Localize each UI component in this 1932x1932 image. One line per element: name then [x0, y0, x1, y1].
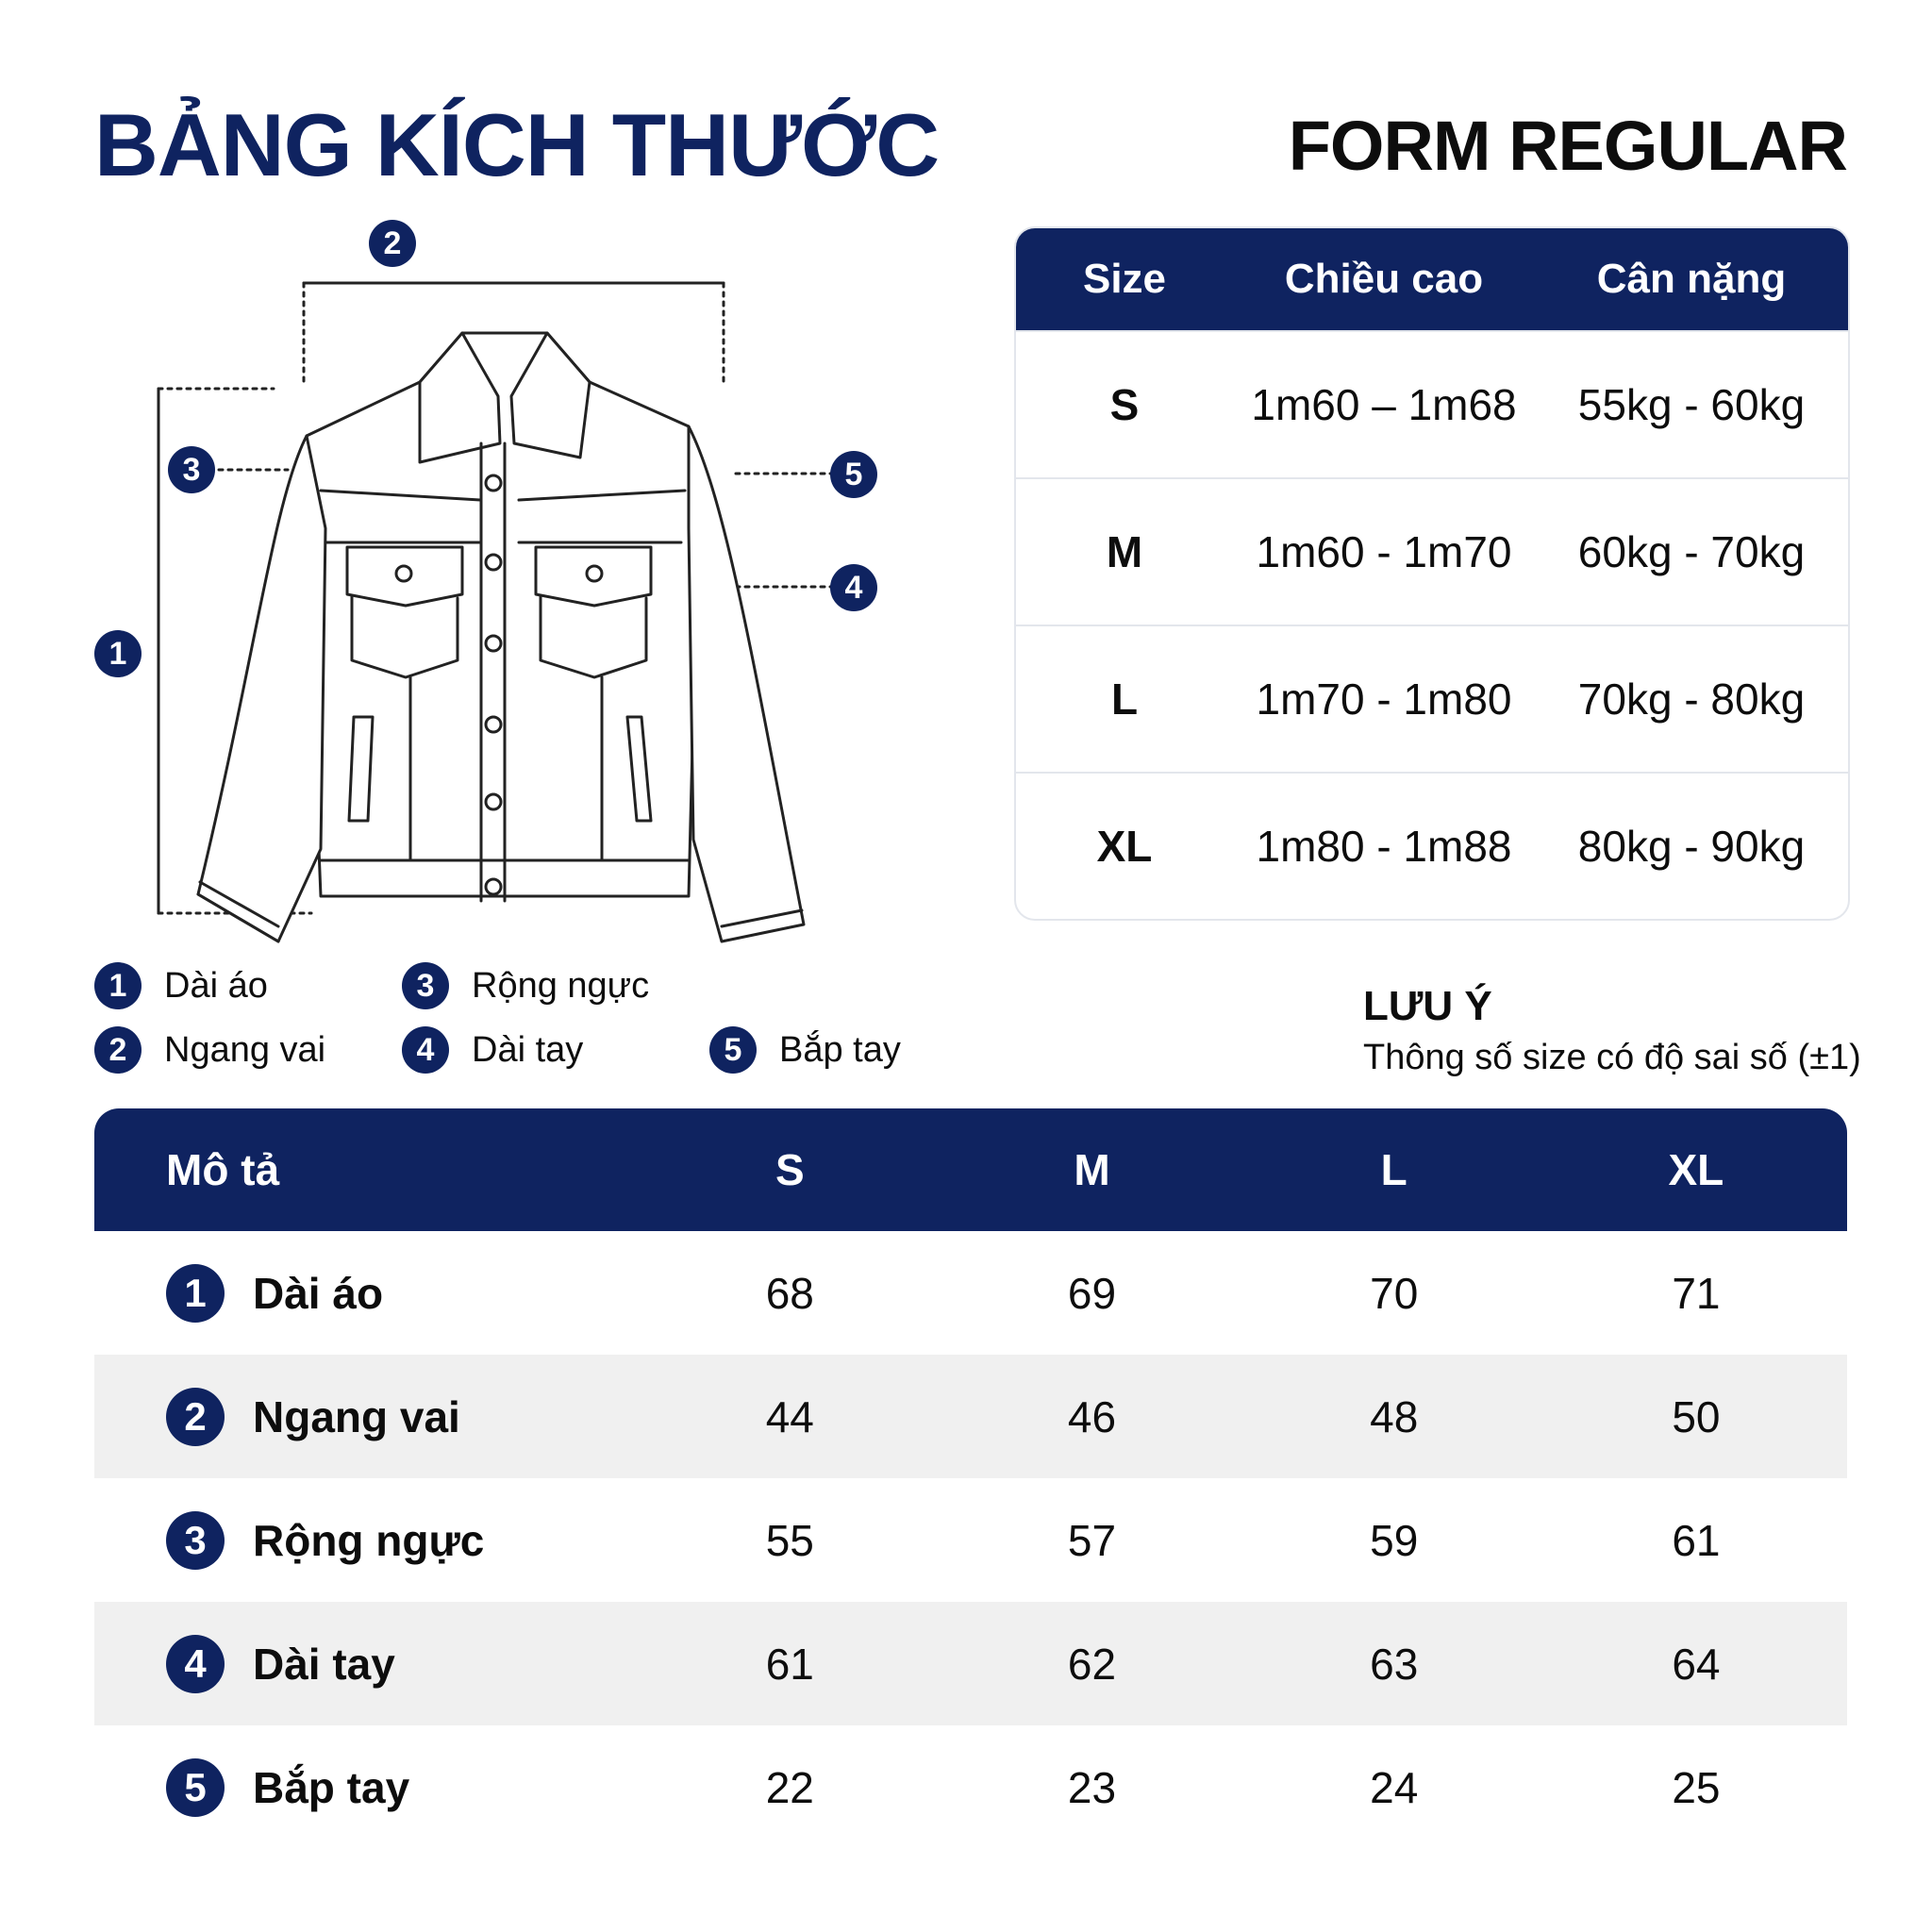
size-header-height: Chiều cao [1284, 256, 1484, 302]
badge-1-icon: 1 [94, 630, 142, 677]
form-title: FORM REGULAR [1288, 107, 1847, 185]
table-row [1016, 772, 1848, 919]
size-cell: S [1109, 380, 1140, 429]
value-cell: 64 [1672, 1639, 1721, 1689]
value-cell: 48 [1370, 1391, 1419, 1441]
header-size-l: L [1380, 1145, 1407, 1194]
legend-item [402, 962, 649, 1009]
legend-item [94, 1026, 325, 1074]
row-description [94, 1758, 639, 1817]
measurement-table [94, 1108, 1847, 1849]
row-label: Dài tay [253, 1639, 395, 1689]
value-cell: 25 [1672, 1762, 1721, 1812]
value-cell: 24 [1370, 1762, 1419, 1812]
measurement-table-header [94, 1108, 1847, 1231]
weight-cell: 70kg - 80kg [1577, 675, 1806, 724]
badge-4-icon: 4 [402, 1026, 449, 1074]
value-cell: 68 [765, 1268, 814, 1318]
legend-label: Dài áo [164, 965, 268, 1006]
size-header-weight: Cân nặng [1596, 256, 1787, 302]
note-text: Thông số size có độ sai số (±1) [1363, 1038, 1861, 1077]
value-cell: 22 [765, 1762, 814, 1812]
legend-label: Bắp tay [779, 1029, 901, 1070]
badge-3-icon: 3 [168, 446, 215, 493]
row-label: Rộng ngực [253, 1515, 485, 1565]
height-cell: 1m70 - 1m80 [1256, 675, 1512, 724]
value-cell: 69 [1067, 1268, 1117, 1318]
value-cell: 71 [1672, 1268, 1721, 1318]
badge-2-icon: 2 [166, 1388, 225, 1446]
badge-3-icon: 3 [402, 962, 449, 1009]
badge-3-icon: 3 [166, 1511, 225, 1570]
badge-5-icon: 5 [830, 451, 877, 498]
value-cell: 59 [1370, 1515, 1419, 1565]
height-cell: 1m60 - 1m70 [1256, 527, 1512, 576]
legend-item [402, 1026, 583, 1074]
table-row [94, 1231, 1847, 1355]
table-row [1016, 330, 1848, 477]
legend-item [94, 962, 268, 1009]
size-cell: L [1110, 675, 1139, 724]
value-cell: 61 [765, 1639, 814, 1689]
row-description [94, 1511, 639, 1570]
badge-1-icon: 1 [166, 1264, 225, 1323]
weight-cell: 80kg - 90kg [1577, 822, 1806, 871]
table-row [94, 1725, 1847, 1849]
badge-4-icon: 4 [166, 1635, 225, 1693]
size-header-size: Size [1082, 256, 1167, 302]
value-cell: 23 [1067, 1762, 1117, 1812]
value-cell: 44 [765, 1391, 814, 1441]
row-description [94, 1388, 639, 1446]
size-table-header [1016, 228, 1848, 330]
value-cell: 46 [1067, 1391, 1117, 1441]
size-cell: XL [1096, 822, 1153, 871]
header-size-s: S [774, 1145, 805, 1194]
header-description: Mô tả [166, 1145, 280, 1194]
value-cell: 55 [765, 1515, 814, 1565]
jacket-illustration [85, 217, 915, 962]
badge-5-icon: 5 [709, 1026, 757, 1074]
badge-4-icon: 4 [830, 564, 877, 611]
value-cell: 61 [1672, 1515, 1721, 1565]
table-row [1016, 477, 1848, 625]
value-cell: 50 [1672, 1391, 1721, 1441]
badge-2-icon: 2 [369, 220, 416, 267]
table-row [94, 1478, 1847, 1602]
height-cell: 1m80 - 1m88 [1256, 822, 1512, 871]
row-description [94, 1635, 639, 1693]
legend-label: Rộng ngực [472, 965, 650, 1006]
value-cell: 57 [1067, 1515, 1117, 1565]
row-label: Bắp tay [253, 1762, 410, 1812]
weight-cell: 60kg - 70kg [1577, 527, 1806, 576]
table-row [1016, 625, 1848, 772]
note-title: LƯU Ý [1363, 983, 1492, 1029]
page-title: BẢNG KÍCH THƯỚC [94, 95, 940, 194]
table-row [94, 1602, 1847, 1725]
row-description [94, 1264, 639, 1323]
measurement-legend [94, 962, 943, 1094]
height-cell: 1m60 – 1m68 [1251, 380, 1517, 429]
header-size-xl: XL [1668, 1145, 1724, 1194]
legend-label: Dài tay [472, 1029, 584, 1070]
weight-cell: 55kg - 60kg [1577, 380, 1806, 429]
size-table [1014, 226, 1850, 921]
legend-label: Ngang vai [164, 1029, 326, 1070]
jacket-diagram [85, 217, 915, 962]
row-label: Dài áo [253, 1268, 384, 1318]
value-cell: 62 [1067, 1639, 1117, 1689]
row-label: Ngang vai [253, 1391, 460, 1441]
size-cell: M [1106, 527, 1143, 576]
legend-item [709, 1026, 901, 1074]
badge-5-icon: 5 [166, 1758, 225, 1817]
note [1363, 983, 1861, 1078]
value-cell: 70 [1370, 1268, 1419, 1318]
value-cell: 63 [1370, 1639, 1419, 1689]
header-size-m: M [1074, 1145, 1110, 1194]
table-row [94, 1355, 1847, 1478]
badge-2-icon: 2 [94, 1026, 142, 1074]
badge-1-icon: 1 [94, 962, 142, 1009]
